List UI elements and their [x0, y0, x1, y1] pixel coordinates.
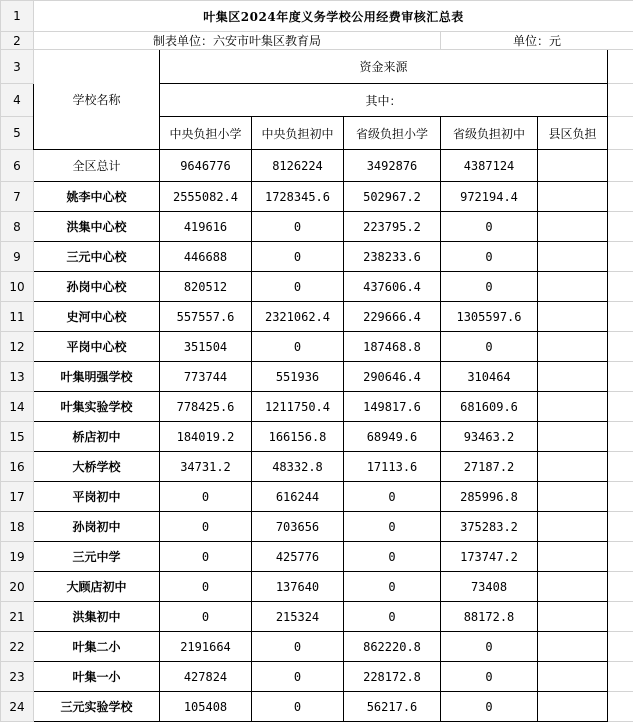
school-name-cell[interactable]: 三元实验学校 [34, 692, 160, 722]
empty-cell[interactable] [608, 392, 633, 422]
amount-cell[interactable]: 773744 [160, 362, 252, 392]
school-name-cell[interactable]: 洪集中心校 [34, 212, 160, 242]
amount-cell[interactable]: 1728345.6 [252, 182, 344, 212]
amount-cell[interactable]: 223795.2 [344, 212, 441, 242]
column-header[interactable]: 中央负担初中 [252, 117, 344, 150]
amount-cell[interactable]: 1305597.6 [441, 302, 538, 332]
empty-cell[interactable] [608, 422, 633, 452]
amount-cell[interactable]: 0 [344, 572, 441, 602]
amount-cell[interactable] [538, 332, 608, 362]
amount-cell[interactable]: 149817.6 [344, 392, 441, 422]
empty-cell[interactable] [608, 362, 633, 392]
school-name-cell[interactable]: 叶集明强学校 [34, 362, 160, 392]
amount-cell[interactable] [538, 572, 608, 602]
school-row [1, 422, 633, 452]
empty-cell[interactable] [608, 212, 633, 242]
amount-cell[interactable]: 1211750.4 [252, 392, 344, 422]
school-row [1, 242, 633, 272]
amount-cell[interactable]: 290646.4 [344, 362, 441, 392]
row-header[interactable]: 13 [1, 362, 34, 392]
amount-cell[interactable]: 0 [441, 212, 538, 242]
school-name-cell[interactable]: 叶集二小 [34, 632, 160, 662]
school-row [1, 302, 633, 332]
amount-cell[interactable]: 215324 [252, 602, 344, 632]
amount-cell[interactable]: 285996.8 [441, 482, 538, 512]
amount-cell[interactable] [538, 242, 608, 272]
row-header[interactable]: 20 [1, 572, 34, 602]
empty-cell[interactable] [608, 572, 633, 602]
amount-cell[interactable]: 375283.2 [441, 512, 538, 542]
amount-cell[interactable]: 229666.4 [344, 302, 441, 332]
school-name-cell[interactable]: 桥店初中 [34, 422, 160, 452]
empty-cell[interactable] [608, 602, 633, 632]
row-header[interactable]: 5 [1, 117, 34, 150]
row-header[interactable]: 4 [1, 84, 34, 117]
amount-cell[interactable]: 425776 [252, 542, 344, 572]
school-name-cell[interactable]: 叶集一小 [34, 662, 160, 692]
amount-cell[interactable]: 0 [160, 482, 252, 512]
amount-cell[interactable]: 0 [160, 572, 252, 602]
school-name-cell[interactable]: 三元中学 [34, 542, 160, 572]
school-row [1, 632, 633, 662]
amount-cell[interactable]: 446688 [160, 242, 252, 272]
amount-cell[interactable]: 862220.8 [344, 632, 441, 662]
empty-cell[interactable] [608, 50, 633, 84]
amount-cell[interactable]: 0 [441, 662, 538, 692]
total-cell[interactable]: 9646776 [160, 150, 252, 182]
empty-cell[interactable] [608, 632, 633, 662]
school-name-cell[interactable]: 史河中心校 [34, 302, 160, 332]
amount-cell[interactable]: 0 [252, 332, 344, 362]
amount-cell[interactable]: 0 [344, 542, 441, 572]
currency-unit[interactable]: 单位：元 [441, 32, 633, 50]
school-name-cell[interactable]: 大顾店初中 [34, 572, 160, 602]
amount-cell[interactable] [538, 362, 608, 392]
amount-cell[interactable]: 310464 [441, 362, 538, 392]
row-header[interactable]: 21 [1, 602, 34, 632]
amount-cell[interactable]: 2321062.4 [252, 302, 344, 332]
school-name-cell[interactable]: 姚李中心校 [34, 182, 160, 212]
amount-cell[interactable]: 778425.6 [160, 392, 252, 422]
school-row [1, 692, 633, 722]
row-header[interactable]: 16 [1, 452, 34, 482]
amount-cell[interactable]: 0 [160, 512, 252, 542]
total-cell[interactable] [538, 150, 608, 182]
column-header[interactable]: 省级负担小学 [344, 117, 441, 150]
amount-cell[interactable]: 0 [252, 632, 344, 662]
amount-cell[interactable]: 0 [344, 482, 441, 512]
amount-cell[interactable]: 502967.2 [344, 182, 441, 212]
row-header[interactable]: 2 [1, 32, 34, 50]
issuing-unit[interactable]: 制表单位：六安市叶集区教育局 [34, 32, 441, 50]
empty-cell[interactable] [608, 150, 633, 182]
amount-cell[interactable]: 0 [252, 242, 344, 272]
row-header[interactable]: 1 [1, 1, 34, 32]
amount-cell[interactable]: 27187.2 [441, 452, 538, 482]
school-row [1, 482, 633, 512]
amount-cell[interactable]: 17113.6 [344, 452, 441, 482]
school-row [1, 512, 633, 542]
amount-cell[interactable]: 34731.2 [160, 452, 252, 482]
amount-cell[interactable] [538, 482, 608, 512]
amount-cell[interactable]: 427824 [160, 662, 252, 692]
amount-cell[interactable] [538, 302, 608, 332]
empty-cell[interactable] [608, 182, 633, 212]
amount-cell[interactable]: 681609.6 [441, 392, 538, 422]
amount-cell[interactable] [538, 212, 608, 242]
meta-row [1, 32, 633, 50]
of-which-label[interactable]: 其中： [160, 84, 608, 117]
amount-cell[interactable]: 56217.6 [344, 692, 441, 722]
column-header[interactable]: 省级负担初中 [441, 117, 538, 150]
amount-cell[interactable]: 419616 [160, 212, 252, 242]
amount-cell[interactable]: 2555082.4 [160, 182, 252, 212]
total-cell[interactable]: 3492876 [344, 150, 441, 182]
amount-cell[interactable]: 0 [441, 692, 538, 722]
column-header[interactable]: 中央负担小学 [160, 117, 252, 150]
sheet-title[interactable]: 叶集区2024年度义务学校公用经费审核汇总表 [34, 1, 633, 32]
amount-cell[interactable]: 557557.6 [160, 302, 252, 332]
amount-cell[interactable] [538, 632, 608, 662]
amount-cell[interactable]: 616244 [252, 482, 344, 512]
amount-cell[interactable]: 0 [441, 332, 538, 362]
amount-cell[interactable]: 820512 [160, 272, 252, 302]
total-label[interactable]: 全区总计 [34, 150, 160, 182]
amount-cell[interactable] [538, 422, 608, 452]
amount-cell[interactable]: 0 [344, 602, 441, 632]
amount-cell[interactable]: 0 [441, 242, 538, 272]
school-name-cell[interactable]: 孙岗初中 [34, 512, 160, 542]
school-row [1, 272, 633, 302]
total-cell[interactable]: 8126224 [252, 150, 344, 182]
amount-cell[interactable]: 48332.8 [252, 452, 344, 482]
title-row [1, 1, 633, 32]
row-header[interactable]: 22 [1, 632, 34, 662]
amount-cell[interactable]: 93463.2 [441, 422, 538, 452]
amount-cell[interactable]: 88172.8 [441, 602, 538, 632]
amount-cell[interactable] [538, 272, 608, 302]
row-header[interactable]: 19 [1, 542, 34, 572]
school-name-cell[interactable]: 平岗中心校 [34, 332, 160, 362]
school-row [1, 392, 633, 422]
row-header[interactable]: 11 [1, 302, 34, 332]
amount-cell[interactable] [538, 662, 608, 692]
row-header[interactable]: 23 [1, 662, 34, 692]
amount-cell[interactable]: 105408 [160, 692, 252, 722]
empty-cell[interactable] [608, 84, 633, 117]
school-row [1, 452, 633, 482]
school-name-cell[interactable]: 叶集实验学校 [34, 392, 160, 422]
amount-cell[interactable]: 0 [252, 272, 344, 302]
empty-cell[interactable] [608, 542, 633, 572]
amount-cell[interactable]: 551936 [252, 362, 344, 392]
school-name-header[interactable]: 学校名称 [34, 50, 160, 150]
empty-cell[interactable] [608, 272, 633, 302]
amount-cell[interactable]: 184019.2 [160, 422, 252, 452]
empty-cell[interactable] [608, 482, 633, 512]
amount-cell[interactable]: 703656 [252, 512, 344, 542]
amount-cell[interactable] [538, 452, 608, 482]
amount-cell[interactable] [538, 392, 608, 422]
school-row [1, 542, 633, 572]
school-name-cell[interactable]: 洪集初中 [34, 602, 160, 632]
row-header[interactable]: 8 [1, 212, 34, 242]
funding-source-header[interactable]: 资金来源 [160, 50, 608, 84]
empty-cell[interactable] [608, 452, 633, 482]
school-name-cell[interactable]: 三元中心校 [34, 242, 160, 272]
row-header[interactable]: 24 [1, 692, 34, 722]
total-cell[interactable]: 4387124 [441, 150, 538, 182]
empty-cell[interactable] [608, 692, 633, 722]
empty-cell[interactable] [608, 662, 633, 692]
amount-cell[interactable]: 173747.2 [441, 542, 538, 572]
row-header[interactable]: 17 [1, 482, 34, 512]
empty-cell[interactable] [608, 117, 633, 150]
amount-cell[interactable]: 351504 [160, 332, 252, 362]
amount-cell[interactable]: 972194.4 [441, 182, 538, 212]
school-row [1, 182, 633, 212]
header-row-3 [1, 50, 633, 84]
amount-cell[interactable] [538, 182, 608, 212]
amount-cell[interactable]: 437606.4 [344, 272, 441, 302]
amount-cell[interactable]: 0 [441, 272, 538, 302]
school-name-cell[interactable]: 孙岗中心校 [34, 272, 160, 302]
row-header[interactable]: 12 [1, 332, 34, 362]
row-header[interactable]: 7 [1, 182, 34, 212]
row-header[interactable]: 14 [1, 392, 34, 422]
row-header[interactable]: 6 [1, 150, 34, 182]
school-row [1, 602, 633, 632]
amount-cell[interactable]: 228172.8 [344, 662, 441, 692]
amount-cell[interactable]: 68949.6 [344, 422, 441, 452]
empty-cell[interactable] [608, 242, 633, 272]
total-row [1, 150, 633, 182]
empty-cell[interactable] [608, 512, 633, 542]
amount-cell[interactable]: 0 [160, 602, 252, 632]
school-row [1, 362, 633, 392]
row-header[interactable]: 9 [1, 242, 34, 272]
amount-cell[interactable]: 0 [441, 632, 538, 662]
column-header[interactable]: 县区负担 [538, 117, 608, 150]
amount-cell[interactable]: 187468.8 [344, 332, 441, 362]
school-row [1, 332, 633, 362]
school-row [1, 212, 633, 242]
amount-cell[interactable]: 137640 [252, 572, 344, 602]
amount-cell[interactable]: 0 [252, 212, 344, 242]
amount-cell[interactable]: 0 [160, 542, 252, 572]
amount-cell[interactable] [538, 602, 608, 632]
row-header[interactable]: 10 [1, 272, 34, 302]
amount-cell[interactable]: 73408 [441, 572, 538, 602]
school-row [1, 572, 633, 602]
row-header[interactable]: 3 [1, 50, 34, 84]
amount-cell[interactable]: 2191664 [160, 632, 252, 662]
empty-cell[interactable] [608, 302, 633, 332]
school-row [1, 662, 633, 692]
amount-cell[interactable]: 238233.6 [344, 242, 441, 272]
amount-cell[interactable] [538, 542, 608, 572]
amount-cell[interactable] [538, 692, 608, 722]
school-name-cell[interactable]: 平岗初中 [34, 482, 160, 512]
school-name-cell[interactable]: 大桥学校 [34, 452, 160, 482]
amount-cell[interactable]: 0 [344, 512, 441, 542]
amount-cell[interactable] [538, 512, 608, 542]
amount-cell[interactable]: 166156.8 [252, 422, 344, 452]
amount-cell[interactable]: 0 [252, 692, 344, 722]
row-header[interactable]: 18 [1, 512, 34, 542]
row-header[interactable]: 15 [1, 422, 34, 452]
empty-cell[interactable] [608, 332, 633, 362]
amount-cell[interactable]: 0 [252, 662, 344, 692]
